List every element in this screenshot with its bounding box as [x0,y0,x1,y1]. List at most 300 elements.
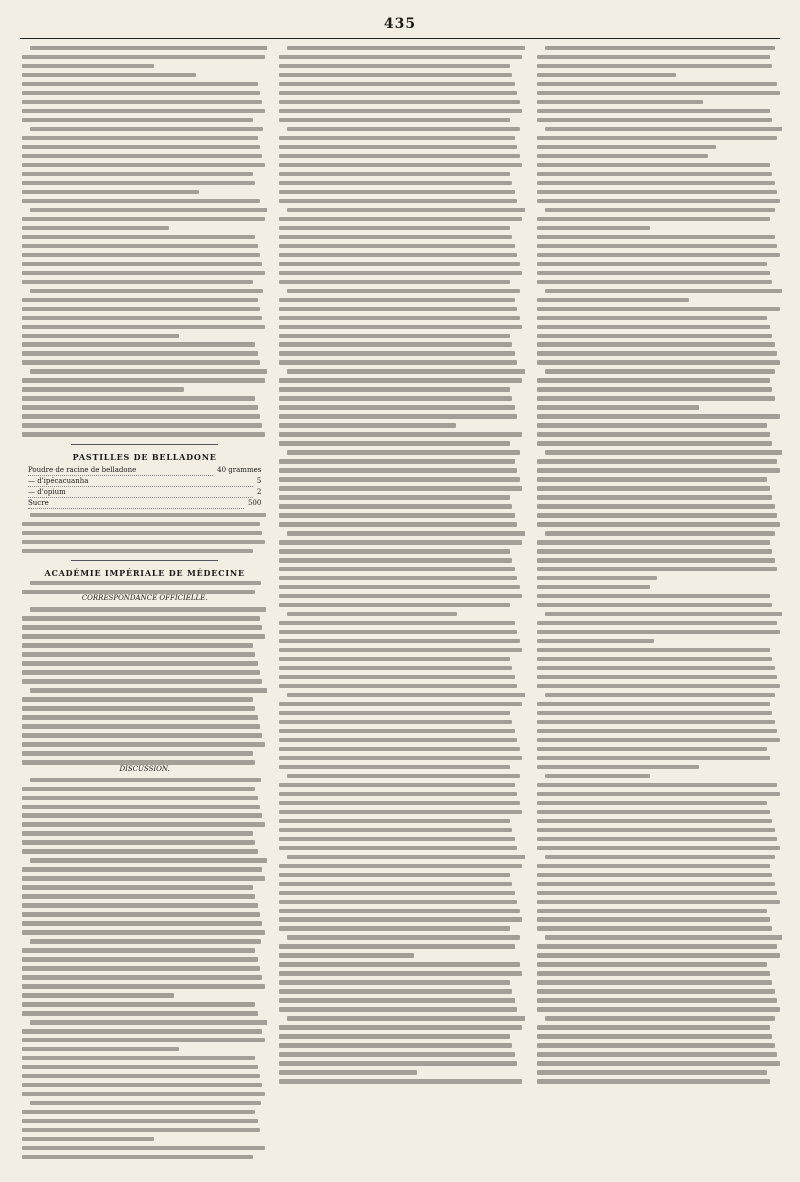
text-line [22,1065,258,1069]
text-line [537,944,777,948]
text-line [537,998,777,1002]
text-line [537,989,775,993]
section-title-academie: ACADÉMIE IMPÉRIALE DE MÉDECINE [44,568,245,579]
text-line [537,405,699,409]
text-line [537,1079,770,1083]
text-line [537,118,773,122]
text-line [22,387,184,391]
text-line [22,351,258,355]
text-line [22,840,255,844]
text-line [22,903,258,907]
text-line [537,522,780,526]
text-line [22,697,253,701]
text-line [279,765,510,769]
text-line [279,298,515,302]
text-line [279,513,515,517]
text-line [537,882,775,886]
text-line [22,948,255,952]
text-line [537,1025,770,1029]
text-line [537,603,773,607]
text-line [279,846,517,850]
text-line [545,855,776,859]
text-line [545,774,650,778]
column-left [22,46,267,1162]
text-line [30,513,266,517]
text-line [22,235,255,239]
recipe-ingredient: Poudre de racine de belladone [28,465,213,476]
text-line [545,612,782,616]
text-line [279,280,510,284]
text-line [537,801,768,805]
text-line [279,926,510,930]
text-line [279,801,519,805]
text-line [279,944,515,948]
text-line [22,966,260,970]
text-line [279,1079,522,1083]
text-line [537,837,777,841]
text-line [537,630,780,634]
text-line [279,405,515,409]
text-line [279,747,519,751]
text-line [22,1047,179,1051]
text-line [22,634,265,638]
text-line [22,1083,262,1087]
text-line [22,325,265,329]
text-line [22,262,262,266]
text-block [22,513,267,553]
text-line [537,154,709,158]
text-line [279,980,510,984]
text-line [537,432,770,436]
text-line [287,855,524,859]
text-line [22,957,258,961]
text-line [279,109,522,113]
text-line [30,858,267,862]
separator-rule [71,560,218,561]
recipe-ingredient: — d'ipécacuanha [28,476,253,487]
text-line [537,307,780,311]
text-line [22,172,253,176]
recipe-row [28,498,261,509]
text-line [545,1016,776,1020]
text-line [30,127,263,131]
text-line [537,962,768,966]
text-line [537,756,770,760]
text-block [279,46,524,1084]
text-line [537,100,704,104]
header-rule [20,38,780,39]
text-line [279,387,510,391]
text-line [22,715,258,719]
section-title-belladone: PASTILLES DE BELLADONE [72,451,217,462]
text-line [537,953,780,957]
text-line [22,109,265,113]
text-line [22,360,260,364]
text-line [279,1070,416,1074]
text-line [279,567,515,571]
text-line [537,244,777,248]
text-line [22,154,262,158]
text-line [279,495,510,499]
text-line [537,1034,773,1038]
text-line [287,774,520,778]
text-line [279,576,517,580]
text-line [279,64,510,68]
text-line [22,787,255,791]
text-line [279,334,510,338]
text-line [30,939,261,943]
text-line [279,73,512,77]
text-line [537,846,780,850]
text-line [22,652,255,656]
text-line [537,181,775,185]
text-line [22,930,265,934]
text-line [279,900,517,904]
text-line [537,342,775,346]
text-line [279,828,512,832]
text-line [279,325,522,329]
text-line [537,1061,780,1065]
text-line [22,724,260,728]
text-line [537,378,770,382]
text-block [22,46,267,437]
text-line [537,540,770,544]
text-line [22,307,260,311]
text-line [537,558,775,562]
text-line [22,1002,255,1006]
text-line [279,100,519,104]
text-line [22,378,265,382]
text-line [279,468,517,472]
text-line [537,109,770,113]
text-line [537,576,657,580]
text-line [22,298,258,302]
text-line [279,414,517,418]
text-line [287,935,520,939]
text-line [537,423,768,427]
recipe-row [28,476,261,487]
text-line [22,625,262,629]
text-line [279,603,510,607]
text-line [537,648,770,652]
recipe-quantity: 500 [247,498,262,507]
text-line [537,504,775,508]
text-line [22,616,260,620]
text-line [30,607,266,611]
text-line [279,154,519,158]
text-line [30,688,267,692]
text-line [279,1007,517,1011]
text-line [22,984,265,988]
text-line [279,1043,512,1047]
text-line [279,504,512,508]
text-line [279,253,517,257]
text-line [279,55,522,59]
text-line [537,585,650,589]
text-line [22,1029,262,1033]
text-line [279,792,517,796]
text-line [287,369,524,373]
text-line [537,684,780,688]
text-line [279,666,512,670]
text-line [537,917,770,921]
text-line [22,396,255,400]
text-line [22,342,255,346]
text-line [279,909,519,913]
page-header [20,10,780,40]
text-line [22,244,258,248]
text-line [287,46,524,50]
recipe-quantity: 40 grammes [217,465,262,474]
text-line [537,971,770,975]
text-line [279,522,517,526]
text-line [279,917,522,921]
text-line [537,702,770,706]
text-line [279,540,522,544]
text-line [545,289,782,293]
text-line [537,1052,777,1056]
text-line [22,73,196,77]
text-line [287,289,520,293]
text-line [22,540,265,544]
text-line [22,145,260,149]
text-line [279,396,512,400]
text-line [537,864,770,868]
recipe-quantity: 2 [256,487,262,496]
text-line [287,208,524,212]
text-line [537,226,650,230]
text-line [279,307,517,311]
text-line [22,643,253,647]
text-line [287,1016,524,1020]
text-line [537,64,773,68]
text-line [22,118,253,122]
text-line [279,91,517,95]
text-line [537,1007,780,1011]
text-line [22,894,255,898]
text-line [22,1137,154,1141]
text-line [537,298,689,302]
text-line [279,459,515,463]
text-line [279,1052,515,1056]
text-line [279,360,517,364]
text-line [22,64,154,68]
text-line [537,909,768,913]
text-line [279,729,515,733]
text-line [287,127,520,131]
text-line [279,145,517,149]
text-line [537,477,768,481]
text-line [22,796,258,800]
text-line [22,679,262,683]
text-line [22,531,262,535]
text-line [22,993,174,997]
text-line [537,325,770,329]
text-line [22,822,265,826]
text-line [279,630,517,634]
recipe-row [28,465,261,476]
text-line [537,549,773,553]
text-line [537,145,716,149]
text-line [30,581,261,585]
text-line [279,244,515,248]
subheading-correspondance: CORRESPONDANCE OFFICIELLE. [81,594,208,603]
text-line [545,531,776,535]
text-line [537,73,677,77]
text-line [22,253,260,257]
text-line [537,675,777,679]
text-line [22,405,258,409]
text-block [537,46,782,1084]
text-line [537,253,780,257]
text-line [537,441,773,445]
text-line [537,513,777,517]
text-line [537,639,655,643]
text-line [279,962,519,966]
text-line [537,271,770,275]
text-line [22,849,258,853]
text-line [279,1025,522,1029]
text-line [22,1074,260,1078]
text-line [22,136,258,140]
text-line [279,720,512,724]
text-line [537,657,773,661]
text-columns [22,46,782,1162]
text-line [545,208,776,212]
text-line [22,226,169,230]
text-line [279,316,519,320]
text-line [279,82,515,86]
text-line [537,783,777,787]
text-line [537,351,777,355]
text-line [22,217,265,221]
text-line [22,975,262,979]
text-line [30,46,267,50]
text-line [22,82,258,86]
subheading-discussion: DISCUSSION. [119,764,170,773]
text-line [279,756,522,760]
text-line [30,208,267,212]
text-line [22,100,262,104]
text-line [279,136,515,140]
text-line [22,1011,258,1015]
text-line [279,819,510,823]
text-line [279,1061,517,1065]
text-line [537,495,773,499]
text-line [279,190,515,194]
text-line [537,891,777,895]
text-line [537,594,770,598]
text-line [537,711,773,715]
text-line [279,558,512,562]
text-line [537,621,777,625]
text-line [537,190,777,194]
text-line [279,639,519,643]
text-line [537,980,773,984]
text-line [22,1155,253,1159]
text-line [22,760,255,764]
text-line [545,127,782,131]
text-line [537,55,770,59]
text-line [537,235,775,239]
text-line [537,486,770,490]
text-line [22,1146,265,1150]
text-line [537,136,777,140]
recipe-quantity: 5 [256,476,262,485]
text-line [22,432,265,436]
text-line [279,262,519,266]
text-line [537,360,780,364]
text-line [279,998,515,1002]
text-line [22,522,260,526]
text-line [22,831,253,835]
text-line [537,810,770,814]
text-line [279,181,512,185]
text-line [22,414,260,418]
text-line [545,46,776,50]
text-line [279,441,510,445]
text-line [537,738,780,742]
text-line [537,1043,775,1047]
text-line [279,1034,510,1038]
text-line [545,935,782,939]
text-line [279,163,522,167]
text-line [22,1128,260,1132]
text-line [30,778,261,782]
text-line [22,423,262,427]
text-block [22,778,267,1162]
text-line [22,876,265,880]
text-line [22,190,199,194]
text-line [537,91,780,95]
text-line [279,378,522,382]
text-line [537,747,768,751]
text-line [279,432,522,436]
text-line [279,477,519,481]
text-line [537,316,768,320]
column-right [537,46,782,1162]
text-line [279,172,510,176]
text-line [279,810,522,814]
text-line [537,900,780,904]
text-line [22,1092,265,1096]
text-line [537,666,775,670]
text-line [30,369,267,373]
text-line [279,486,522,490]
text-line [22,867,262,871]
text-line [22,912,260,916]
text-line [22,1119,258,1123]
text-line [279,675,515,679]
text-line [22,55,265,59]
text-line [537,163,770,167]
text-line [537,468,780,472]
text-line [279,199,517,203]
text-line [279,226,510,230]
text-line [22,181,255,185]
text-line [287,531,524,535]
text-line [279,342,512,346]
text-line [30,289,263,293]
text-line [279,423,456,427]
text-line [537,1070,768,1074]
text-line [279,594,522,598]
text-line [22,549,253,553]
text-line [22,805,260,809]
text-line [537,720,775,724]
text-line [22,706,255,710]
text-line [279,585,519,589]
